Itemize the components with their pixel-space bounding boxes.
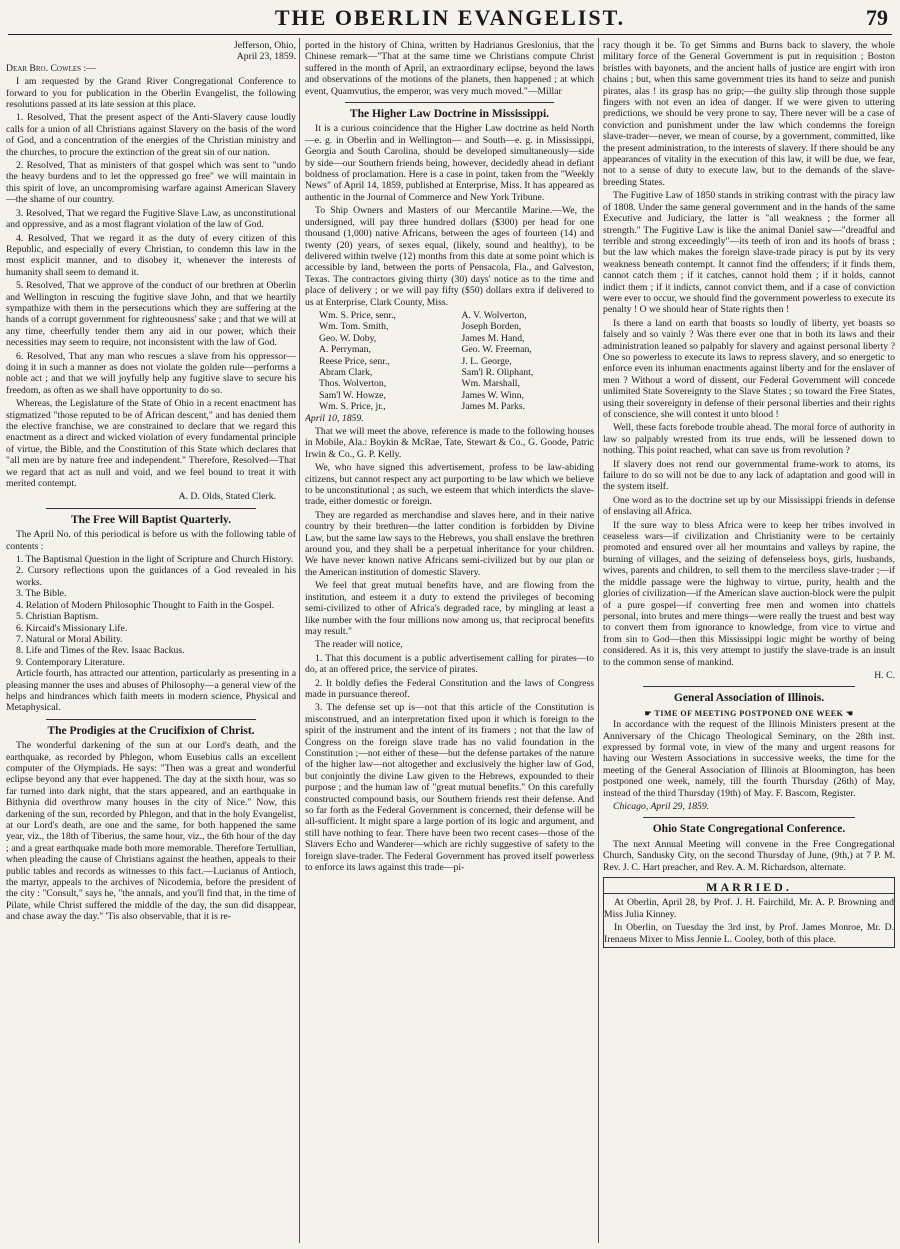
divider bbox=[643, 686, 855, 687]
paragraph: We, who have signed this advertisement, profess to be law-abiding citizens, but cannot respect any act purporting to be law which we believe to be unconstitutional ; as such, we esteem that which interdicts the slave-trade, either domestic or foreign. bbox=[305, 462, 594, 508]
column-3 bbox=[603, 40, 895, 1245]
fwb-intro: The April No. of this periodical is before us with the following table of contents : bbox=[6, 529, 296, 552]
paragraph: 1. That this document is a public advertisement calling for pirates—to do, at an offered price, the service of pirates. bbox=[305, 652, 594, 676]
list-item: Wm. Marshall, bbox=[461, 378, 520, 390]
page-header bbox=[8, 4, 892, 35]
list-item: Reese Price, senr., bbox=[319, 355, 390, 367]
marriage-notice: In Oberlin, on Tuesday the 3rd inst, by Prof. James Monroe, Mr. D. Irenaeus Mixer to Miss Jennie L. Cooley, both of this place. bbox=[604, 922, 894, 945]
list-item: Joseph Borden, bbox=[461, 321, 522, 333]
paragraph: 3. The defense set up is—not that this article of the Constitution is misconstrued, and an interpretation fixed upon it which is foreign to the spirit of the instrument and the intent of its framers ; not that the law of Congress on the foreign slave trade has no valid foundation in the Constitution ;—not either of these—but the defense partakes of the nature of the higher law—not altogether and exclusively the higher law of God, but conjointly the divine Law given to the Hebrews, expounded to their purpose ; and the human law of "great mutual benefits." On this carefully constructed compound basis, our Southern friends rest their defense. And so far forth as the Federal Government is concerned, their defense will be all-sufficient. It might spare a large portion of its logic and argument, and still have nothing to fear. There have been two recent cases—those of the Slavers Echo and Wanderer—which are richly suggestive of safety to the foreign slave-trader. The Federal Government has proved itself powerless to enforce its laws against this trade—pi- bbox=[305, 702, 594, 874]
married-section bbox=[603, 877, 895, 948]
page-number: 79 bbox=[866, 5, 888, 30]
notice-text: TIME OF MEETING POSTPONED ONE WEEK bbox=[654, 708, 844, 718]
paragraph: If slavery does not rend our governmental frame-work to atoms, its failure to do so will not be due to any lack of adaptation and good will in the system itself. bbox=[603, 458, 895, 493]
advertisement-date: April 10, 1859. bbox=[305, 412, 364, 424]
list-item: Thos. Wolverton, bbox=[319, 378, 387, 390]
dateline-date: April 23, 1859. bbox=[236, 51, 296, 63]
paragraph: 2. It boldly defies the Federal Constitution and the laws of Congress made in pursuance thereof. bbox=[305, 677, 594, 700]
list-item: Geo. W. Freeman, bbox=[461, 344, 532, 356]
prodigies-continued: ported in the history of China, written by Hadrianus Greslonius, that the Chinese remark—"That at the same time we Christians compute Christ suffered in the month of April, an extraordinary eclipse, beyond the laws and observations of the motions of the planets, then happened ; at which event, Quamvutius, the emperor, was very much moved."—Millar bbox=[305, 40, 594, 97]
signatories-list bbox=[305, 310, 594, 413]
article-heading-prodigies: The Prodigies at the Crucifixion of Christ. bbox=[47, 724, 255, 737]
postponement-notice bbox=[603, 708, 895, 719]
author-initials: H. C. bbox=[874, 669, 895, 681]
list-item: Wm. S. Price, jr., bbox=[319, 401, 386, 413]
list-item: 7. Natural or Moral Ability. bbox=[16, 633, 123, 645]
paragraph: In accordance with the request of the Illinois Ministers present at the Anniversary of the Chicago Theological Seminary, on the 28th inst. expressed by formal vote, in view of the many and urgent reasons for having our Western Associations in successive weeks, the time for the meeting of the General Association of Illinois at Bloomington, has been postponed one week, namely, till the fourth Thursday (26th) of May, instead of the third Thursday (19th) of May. F. Bascom, Register. bbox=[603, 719, 895, 799]
whereas-paragraph: Whereas, the Legislature of the State of Ohio in a recent enactment has stigmatized "those reputed to be of African descent," and has denied them the elective franchise, we are constrained to declare that we regard this enactment as a direct and wicked violation of every fundamental principle of virtue, the Bible, and the Constitution of this State which declares that "all men are by nature free and independent." Therefore, Resolved—That we regard that act as null and void, and we feel bound to treat it with merited contempt. bbox=[6, 398, 296, 490]
list-item: 3. The Bible. bbox=[16, 588, 67, 600]
column-divider bbox=[598, 38, 599, 1243]
divider bbox=[643, 817, 855, 818]
resolution-3: 3. Resolved, That we regard the Fugitive Slave Law, as unconstitutional and oppressive, and as a most flagrant violation of the law of God. bbox=[6, 207, 296, 231]
dateline-place: Jefferson, Ohio, bbox=[234, 40, 296, 51]
paragraph: They are regarded as merchandise and slaves here, and in their native country by their brethren—the latter condition is forbidden by Divine Law, but the same law says to the Hebrews, you shall enslave the brethren around you, and they shall be a perpetual inheritance for your children. We have never known native Africans semi-civilized but by our plan or the American institution of domestic Slavery. bbox=[305, 509, 594, 578]
column-divider bbox=[299, 38, 300, 1243]
list-item: 9. Contemporary Literature. bbox=[16, 656, 125, 668]
newspaper-title: THE OBERLIN EVANGELIST. bbox=[274, 5, 626, 30]
paragraph: racy though it be. To get Simms and Burns back to slavery, the whole military force of the General Government is put in requisition ; Boston bristles with bayonets, and the ancient halls of justice are engirt with iron chains ; but, when this same government tries its hand to seize and punish pirates, alas ! its grasp has no grip;—the guilty slip through those supple fingers with not even an idea of danger. If we were given to uttering predictions, we should be very prone to say, There never will be a case of conviction and punishment under the law which condemns the foreign slave-trader—never, we mean of course, by a government, committed, like the present administration, to the interests of slavery. If there should be any appearances of vitality in the execution of this law, it will be due, we fear, not to a sense of duty to execute law, but to the demands of the slave-breeding States. bbox=[603, 40, 895, 188]
pointing-hand-icon: ☛ bbox=[644, 708, 653, 718]
resolution-4: 4. Resolved, That we regard it as the duty of every citizen of this Republic, and especially of every Christian, to condemn this law in the most explicit manner, and to disobey it, whenever the interests of humanity shall seem to demand it. bbox=[6, 232, 296, 278]
resolution-1: 1. Resolved, That the present aspect of the Anti-Slavery cause loudly calls for a union of all Christians against Slavery on the basis of the word of God, and a concentration of the energies of the Christian ministry and the churches, to procure the extinction of the great sin of our nation. bbox=[6, 112, 296, 158]
column-2 bbox=[305, 40, 594, 1245]
list-item: 6. Kircaid's Missionary Life. bbox=[16, 622, 128, 634]
paragraph: That we will meet the above, reference is made to the following houses in Mobile, Ala.: Boykin & McRae, Tate, Stewart & Co., G. Goode, Patric Irwin & Co., G. P. Kelly. bbox=[305, 426, 594, 460]
paragraph: If the sure way to bless Africa were to keep her tribes involved in ceaseless wars—if civilization and Christianity were to be certainly promoted and ensured over all her mountains and valleys by rapine, the burning of villages, and the seizing of defenseless boys, girls, husbands, wives, parents and children, to sell them to the merciless slave-trader ;—if the middle passage were the highway to virtue, purity, health and the glories of civilization—if the American slave auction-block were the pulpit of a pure gospel—if converting free men and women into chattels personal, into brutes and mere things—were really the truest and best way to convert them from ignorance to knowledge, from vice to virtue and from sin to God—then this Mississippi logic might be worthy of being considered. As it is, this very attempt to justify the slave-trade is an insult to the common sense of mankind. bbox=[603, 519, 895, 668]
marriage-notice: At Oberlin, April 28, by Prof. J. H. Fairchild, Mr. A. P. Browning and Miss Julia Kinney. bbox=[604, 897, 894, 920]
list-item: James M. Hand, bbox=[461, 332, 525, 344]
married-heading: MARRIED. bbox=[604, 882, 894, 894]
letter-intro: I am requested by the Grand River Congregational Conference to forward to you for publication in the Oberlin Evangelist, the following resolutions passed at its late session at this place. bbox=[6, 76, 296, 111]
list-item: A. Perryman, bbox=[319, 344, 371, 356]
resolution-5: 5. Resolved, That we approve of the conduct of our brethren at Oberlin and Wellington in rescuing the fugitive slave John, and that we heartily sympathize with them in the persecutions which they are suffering at the hands of a corrupt government for righteousness' sake ; and that we will at any time, cheerfully tender them any aid in our power, which their necessities may seem to require, not inconsistent with the law of God. bbox=[6, 280, 296, 349]
list-item: 8. Life and Times of the Rev. Isaac Backus. bbox=[16, 645, 185, 657]
paragraph: Well, these facts forebode trouble ahead. The moral force of authority in law so palpably wrested from its true ends, will be lessened down to nothing. This point reached, what can save us from revolution ? bbox=[603, 422, 895, 457]
contents-list bbox=[6, 554, 296, 668]
divider bbox=[46, 719, 256, 720]
resolution-6: 6. Resolved, That any man who rescues a slave from his oppressor—doing it in such a manner as does not violate the golden rule—performs a noble act ; and that we will joyfully help any fugitive slave to secure his freedom, as often as we shall have opportunity to do so. bbox=[6, 350, 296, 396]
column-1 bbox=[6, 40, 296, 1245]
paragraph: The next Annual Meeting will convene in the Free Congregational Church, Sandusky City, on the second Thursday of June, (9th,) at 7 P. M. Rev. J. C. Hart preacher, and Rev. A. M. Richardson, alternate. bbox=[603, 838, 895, 873]
paragraph: Is there a land on earth that boasts so loudly of liberty, yet boasts so falsely and so vainly ? Was there ever one that in both its laws and their administration leaned so palpably for slavery and against personal liberty ? One so powerless to execute its laws to repress slavery, and so energetic to enforce even its inhuman enactments against liberty and for the enslaver of men ? Without a word of dissent, our Federal Government will concede unlimited State Sovereignty to the Slave States ; so toward the Free States, using their sovereignty in defense of their personal liberties and their rights of conscience, she will contest it unto blood ! bbox=[603, 317, 895, 420]
divider bbox=[46, 508, 256, 509]
paragraph: The reader will notice, bbox=[315, 639, 403, 651]
list-item: 4. Relation of Modern Philosophic Thought to Faith in the Gospel. bbox=[16, 599, 275, 611]
paragraph: It is a curious coincidence that the Higher Law doctrine as held North—e. g. in Oberlin and in Wellington— and South—e. g. in Mississippi, Georgia and South Carolina, should be developed simultaneously—side by side—our Southern friends being, however, decidedly ahead in defiant boldness of proclamation. Here is a case in point, taken from the "Weekly News" of April 14, 1859, published at Enterprise, Miss. It has appeared as authentic in the Journal of Commerce and New York Tribune. bbox=[305, 123, 594, 203]
pointing-hand-icon: ☚ bbox=[845, 708, 854, 718]
signatories-left bbox=[319, 310, 452, 413]
signature: A. D. Olds, Stated Clerk. bbox=[178, 491, 276, 503]
prodigies-text: The wonderful darkening of the sun at our Lord's death, and the earthquake, as recorded by Phlegon, whom Eusebius calls an excellent computer of the Olympiads. He says: "Then was a great and wonderful eclipse beyond any that ever happened. The day at the sixth hour, was so far turned into dark night, that the stars appeared, and an earthquake in Bithynia did overthrow many houses in the city of Nice." Now, this darkening of the sun, recorded by Phlegon, and that in the holy Evangelist, at our Lord's death, are one and the same, for both happened the same year, viz., the 18th of Tiberius, the same hour, viz., the 6th hour of the day ; and a great earthquake made both more memorable. Therefore Tertullian, when pleading the cause of Christians against the heathen, appeals to their public tables and records as witnesses to this fact.—Lucianus of Antioch, the martyr, appeals to the archives of Nicodemia, before the president of the city : "Consult," says he, "the annals, and you'll find that, in the time of Pilate, while Christ suffered the middle of the day, the sun did disappear, and chase away the day." 'Tis also observable, that it is re- bbox=[6, 740, 296, 923]
article-heading-ohio: Ohio State Congregational Conference. bbox=[652, 823, 846, 836]
article-heading-higher-law: The Higher Law Doctrine in Mississippi. bbox=[349, 108, 550, 121]
list-item: A. V. Wolverton, bbox=[461, 309, 527, 321]
advertisement-text: To Ship Owners and Masters of our Mercantile Marine.—We, the undersigned, will pay three hundred dollars ($300) per head for one thousand (1,000) native Africans, between the ages of fourteen (14) and twenty (20) years, of sexes equal, (likely, sound and healthy), to be delivered within twelve (12) months from this date at some point which is accessible by land, between the ports of Pensacola, Fla., and Galveston, Texas. The contractors giving thirty (30) days' notice as to the time and place of delivery ; or we will pay fifty ($50) dollars extra if delivered to us at Enterprise, Clark County, Miss. bbox=[305, 205, 594, 308]
list-item: 5. Christian Baptism. bbox=[16, 611, 99, 623]
salutation: Dear Bro. Cowles :— bbox=[6, 62, 96, 74]
dateline: Chicago, April 29, 1859. bbox=[613, 801, 710, 812]
list-item: Sam'l R. Oliphant, bbox=[461, 366, 534, 378]
list-item: James M. Parks. bbox=[461, 401, 526, 413]
list-item: Sam'l W. Howze, bbox=[319, 389, 386, 401]
divider bbox=[345, 102, 554, 103]
list-item: Wm. Tom. Smith, bbox=[319, 321, 389, 333]
fwb-outro: Article fourth, has attracted our attention, particularly as presenting in a pleasing manner the uses and abuses of Philosophy—a general view of the helps and hindrances which faith meets in modern science, Physical and Metaphysical. bbox=[6, 668, 296, 714]
list-item: Geo. W. Doby, bbox=[319, 332, 377, 344]
list-item: 2. Cursory reflections upon the guidances of a God revealed in his works. bbox=[16, 565, 296, 588]
list-item: J. L. George, bbox=[461, 355, 512, 367]
paragraph: One word as to the doctrine set up by our Mississippi friends in defense of enslaving all Africa. bbox=[603, 494, 895, 518]
paragraph: We feel that great mutual benefits have, and are flowing from the institution, and esteem it a duty to extend the privileges of becoming semi-civilized to other of Africa's degraded race, by mingling at least a like number with the four millions now among us, that reciprocal benefits may result." bbox=[305, 580, 594, 637]
list-item: James W. Winn, bbox=[461, 389, 524, 401]
list-item: 1. The Baptismal Question in the light of Scripture and Church History. bbox=[16, 554, 294, 566]
paragraph: The Fugitive Law of 1850 stands in striking contrast with the piracy law of 1808. Under the same general government and in the hands of the same Executive and Judiciary, the latter is "all weakness ; the former all strength." The Fugitive Law is like the animal Daniel saw—"dreadful and terrible and strong exceedingly"—its teeth of iron and its hoofs of brass ; but the law which makes the foreign slave-trade piracy is put by its very weakness beneath contempt. It cannot find the offenders; if it finds them, cannot catch them ; if it catches, cannot hold them ; if it holds, cannot indict them ; if it indicts, cannot convict them, and if a case of conviction were ever to occur, we should find the government powerless to execute its penalty ! O we should hear of State rights then ! bbox=[603, 190, 895, 316]
article-heading-fwb: The Free Will Baptist Quarterly. bbox=[70, 513, 232, 526]
list-item: Abram Clark, bbox=[319, 366, 373, 378]
signatories-right bbox=[462, 310, 595, 413]
list-item: Wm. S. Price, senr., bbox=[319, 309, 396, 321]
resolution-2: 2. Resolved, That as ministers of that gospel which was sent to "undo the heavy burdens and to let the oppressed go free" we will maintain in this spirit of love, an uncompromising warfare against American Slavery—the shame of our country. bbox=[6, 160, 296, 206]
article-heading-illinois: General Association of Illinois. bbox=[673, 692, 825, 705]
